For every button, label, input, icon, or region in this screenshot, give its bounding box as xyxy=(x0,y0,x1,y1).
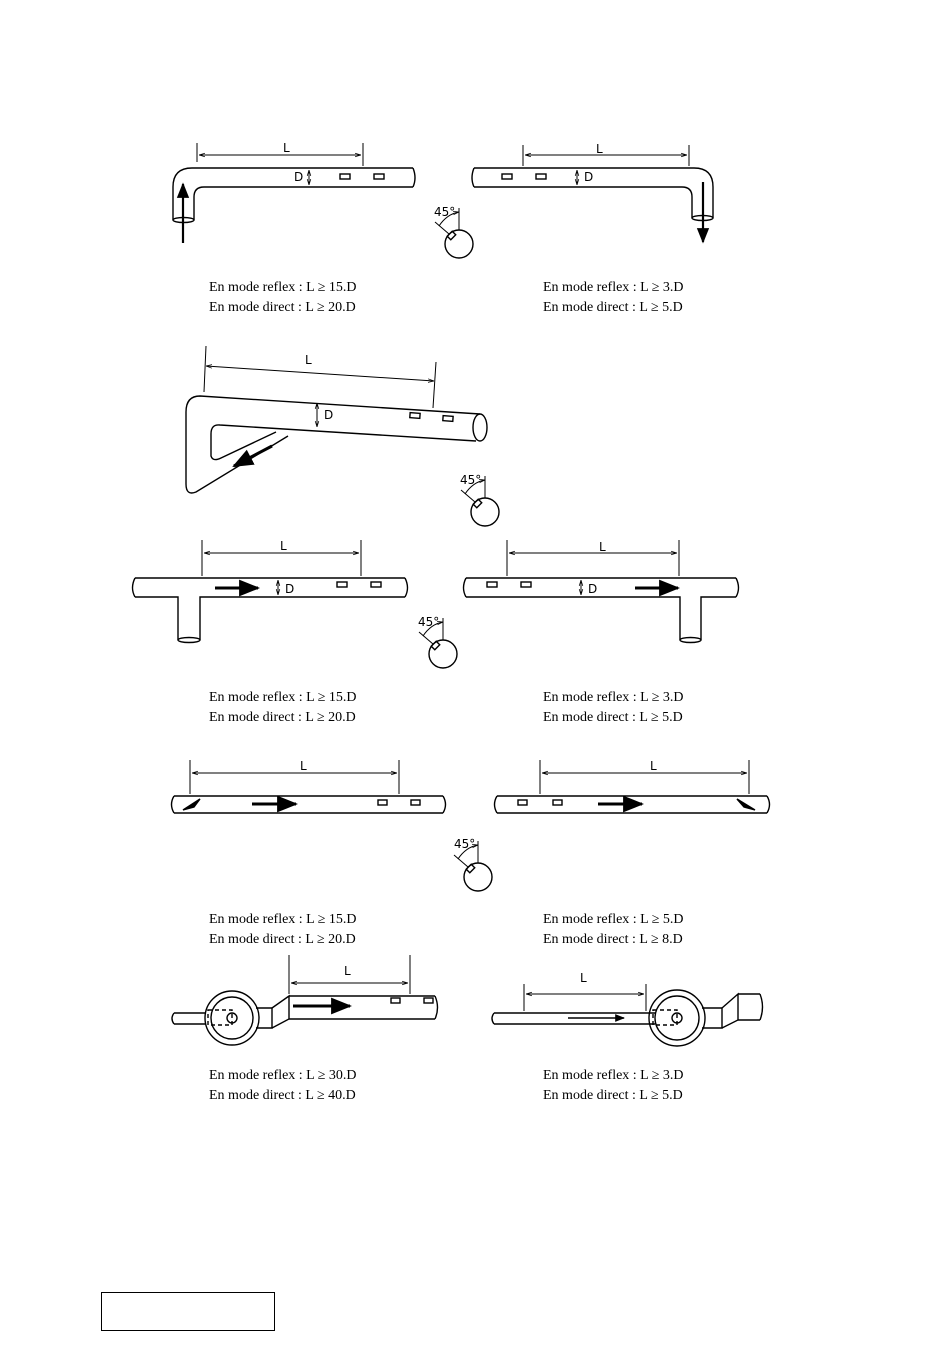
caption-reflex: En mode reflex : L ≥ 15.D xyxy=(209,690,357,705)
caption-direct: En mode direct : L ≥ 20.D xyxy=(209,300,356,315)
sensor-marker xyxy=(487,582,497,587)
caption-direct: En mode direct : L ≥ 5.D xyxy=(543,1088,683,1103)
caption-elbow-left xyxy=(209,278,357,318)
length-label: L xyxy=(650,759,657,773)
length-label: L xyxy=(344,964,351,978)
caption-reflex: En mode reflex : L ≥ 3.D xyxy=(543,1068,684,1083)
diagram-elbow-left xyxy=(173,143,415,243)
diameter-label: D xyxy=(285,582,295,596)
sensor-marker xyxy=(518,800,527,805)
sensor-marker xyxy=(553,800,562,805)
caption-direct: En mode direct : L ≥ 5.D xyxy=(543,710,683,725)
angle-label: 45° xyxy=(454,837,476,851)
diagram-tee-left xyxy=(133,540,408,643)
caption-straight-left xyxy=(209,910,357,950)
caption-straight-right xyxy=(543,910,684,950)
diameter-label: D xyxy=(294,170,304,184)
caption-reflex: En mode reflex : L ≥ 3.D xyxy=(543,690,684,705)
caption-direct: En mode direct : L ≥ 5.D xyxy=(543,300,683,315)
sensor-marker xyxy=(378,800,387,805)
length-label: L xyxy=(305,353,312,367)
caption-direct: En mode direct : L ≥ 8.D xyxy=(543,932,683,947)
caption-reflex: En mode reflex : L ≥ 5.D xyxy=(543,912,684,927)
diagram-straight-left xyxy=(172,760,446,813)
sensor-marker xyxy=(337,582,347,587)
diameter-label: D xyxy=(324,408,334,422)
sensor-marker xyxy=(371,582,381,587)
sensor-marker xyxy=(374,174,384,179)
caption-pump-left xyxy=(209,1066,357,1106)
sensor-marker xyxy=(424,998,433,1003)
caption-tee-left xyxy=(209,688,357,728)
diagram-straight-right xyxy=(495,760,770,813)
caption-reflex: En mode reflex : L ≥ 15.D xyxy=(209,912,357,927)
caption-elbow-right xyxy=(543,278,684,318)
length-label: L xyxy=(596,142,603,156)
sensor-marker xyxy=(340,174,350,179)
length-label: L xyxy=(300,759,307,773)
sensor-marker xyxy=(410,413,420,419)
caption-direct: En mode direct : L ≥ 40.D xyxy=(209,1088,356,1103)
sensor-marker xyxy=(391,998,400,1003)
length-label: L xyxy=(283,141,290,155)
caption-direct: En mode direct : L ≥ 20.D xyxy=(209,710,356,725)
caption-tee-right xyxy=(543,688,684,728)
caption-reflex: En mode reflex : L ≥ 3.D xyxy=(543,280,684,295)
sensor-marker xyxy=(502,174,512,179)
caption-reflex: En mode reflex : L ≥ 15.D xyxy=(209,280,357,295)
caption-direct: En mode direct : L ≥ 20.D xyxy=(209,932,356,947)
sensor-marker xyxy=(521,582,531,587)
diagram-pump-left xyxy=(172,955,438,1045)
length-label: L xyxy=(280,539,287,553)
angle-label: 45° xyxy=(434,205,456,219)
sensor-marker xyxy=(443,416,453,422)
diameter-label: D xyxy=(584,170,594,184)
diagram-pump-right xyxy=(492,984,763,1046)
length-label: L xyxy=(580,971,587,985)
angle-label: 45° xyxy=(460,473,482,487)
valve-mark xyxy=(737,799,755,810)
angle-label: 45° xyxy=(418,615,440,629)
caption-reflex: En mode reflex : L ≥ 30.D xyxy=(209,1068,357,1083)
caption-pump-right xyxy=(543,1066,684,1106)
sensor-marker xyxy=(536,174,546,179)
sensor-marker xyxy=(411,800,420,805)
diagram-tee-right xyxy=(464,540,739,643)
diagram-elbow-right xyxy=(472,145,713,242)
diameter-label: D xyxy=(588,582,598,596)
length-label: L xyxy=(599,540,606,554)
diagram-double-bend xyxy=(186,346,487,493)
footer-box xyxy=(101,1292,275,1331)
valve-mark xyxy=(183,799,200,810)
